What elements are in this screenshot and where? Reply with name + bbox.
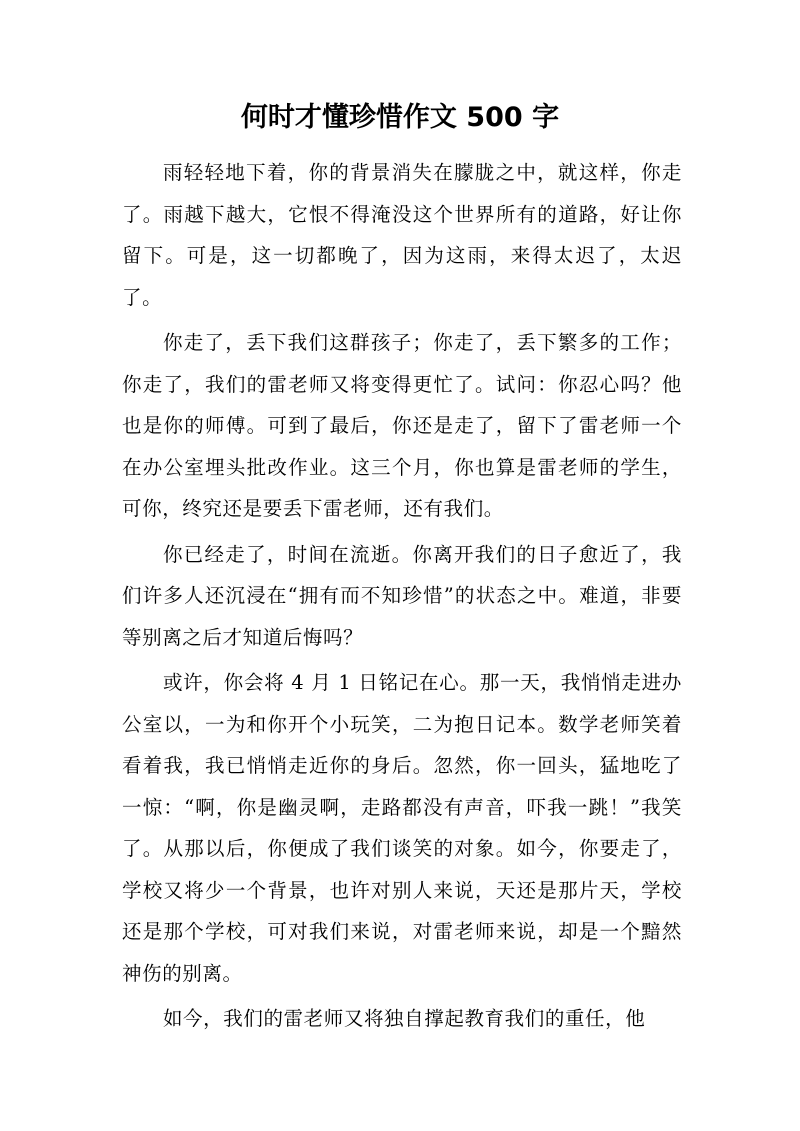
paragraph-3: 你已经走了，时间在流逝。你离开我们的日子愈近了，我们许多人还沉浸在“拥有而不知珍惜”的状态之中。难道，非要等别离之后才知道后悔吗？ bbox=[122, 542, 682, 649]
essay-body bbox=[122, 152, 682, 1044]
paragraph-2: 你走了，丢下我们这群孩子；你走了，丢下繁多的工作；你走了，我们的雷老师又将变得更忙了。试问：你忍心吗？他也是你的师傅。可到了最后，你还是走了，留下了雷老师一个在办公室埋头批改作业。这三个月，你也算是雷老师的学生，可你，终究还是要丢下雷老师，还有我们。 bbox=[122, 331, 682, 520]
paragraph-4: 或许，你会将 4 月 1 日铭记在心。那一天，我悄悄走进办公室以，一为和你开个小玩笑，二为抱日记本。数学老师笑着看着我，我已悄悄走近你的身后。忽然，你一回头，猛地吃了一惊：“啊，你是幽灵啊，走路都没有声音，吓我一跳！”我笑了。从那以后，你便成了我们谈笑的对象。如今，你要走了，学校又将少一个背景，也许对别人来说，天还是那片天，学校还是那个学校，可对我们来说，对雷老师来说，却是一个黯然神伤的别离。 bbox=[122, 671, 682, 985]
paragraph-1: 雨轻轻地下着，你的背景消失在朦胧之中，就这样，你走了。雨越下越大，它恨不得淹没这个世界所有的道路，好让你留下。可是，这一切都晚了，因为这雨，来得太迟了，太迟了。 bbox=[122, 161, 682, 309]
document-title: 何时才懂珍惜作文 500 字 bbox=[240, 102, 560, 133]
paragraph-5: 如今，我们的雷老师又将独自撑起教育我们的重任，他 bbox=[162, 1007, 646, 1030]
